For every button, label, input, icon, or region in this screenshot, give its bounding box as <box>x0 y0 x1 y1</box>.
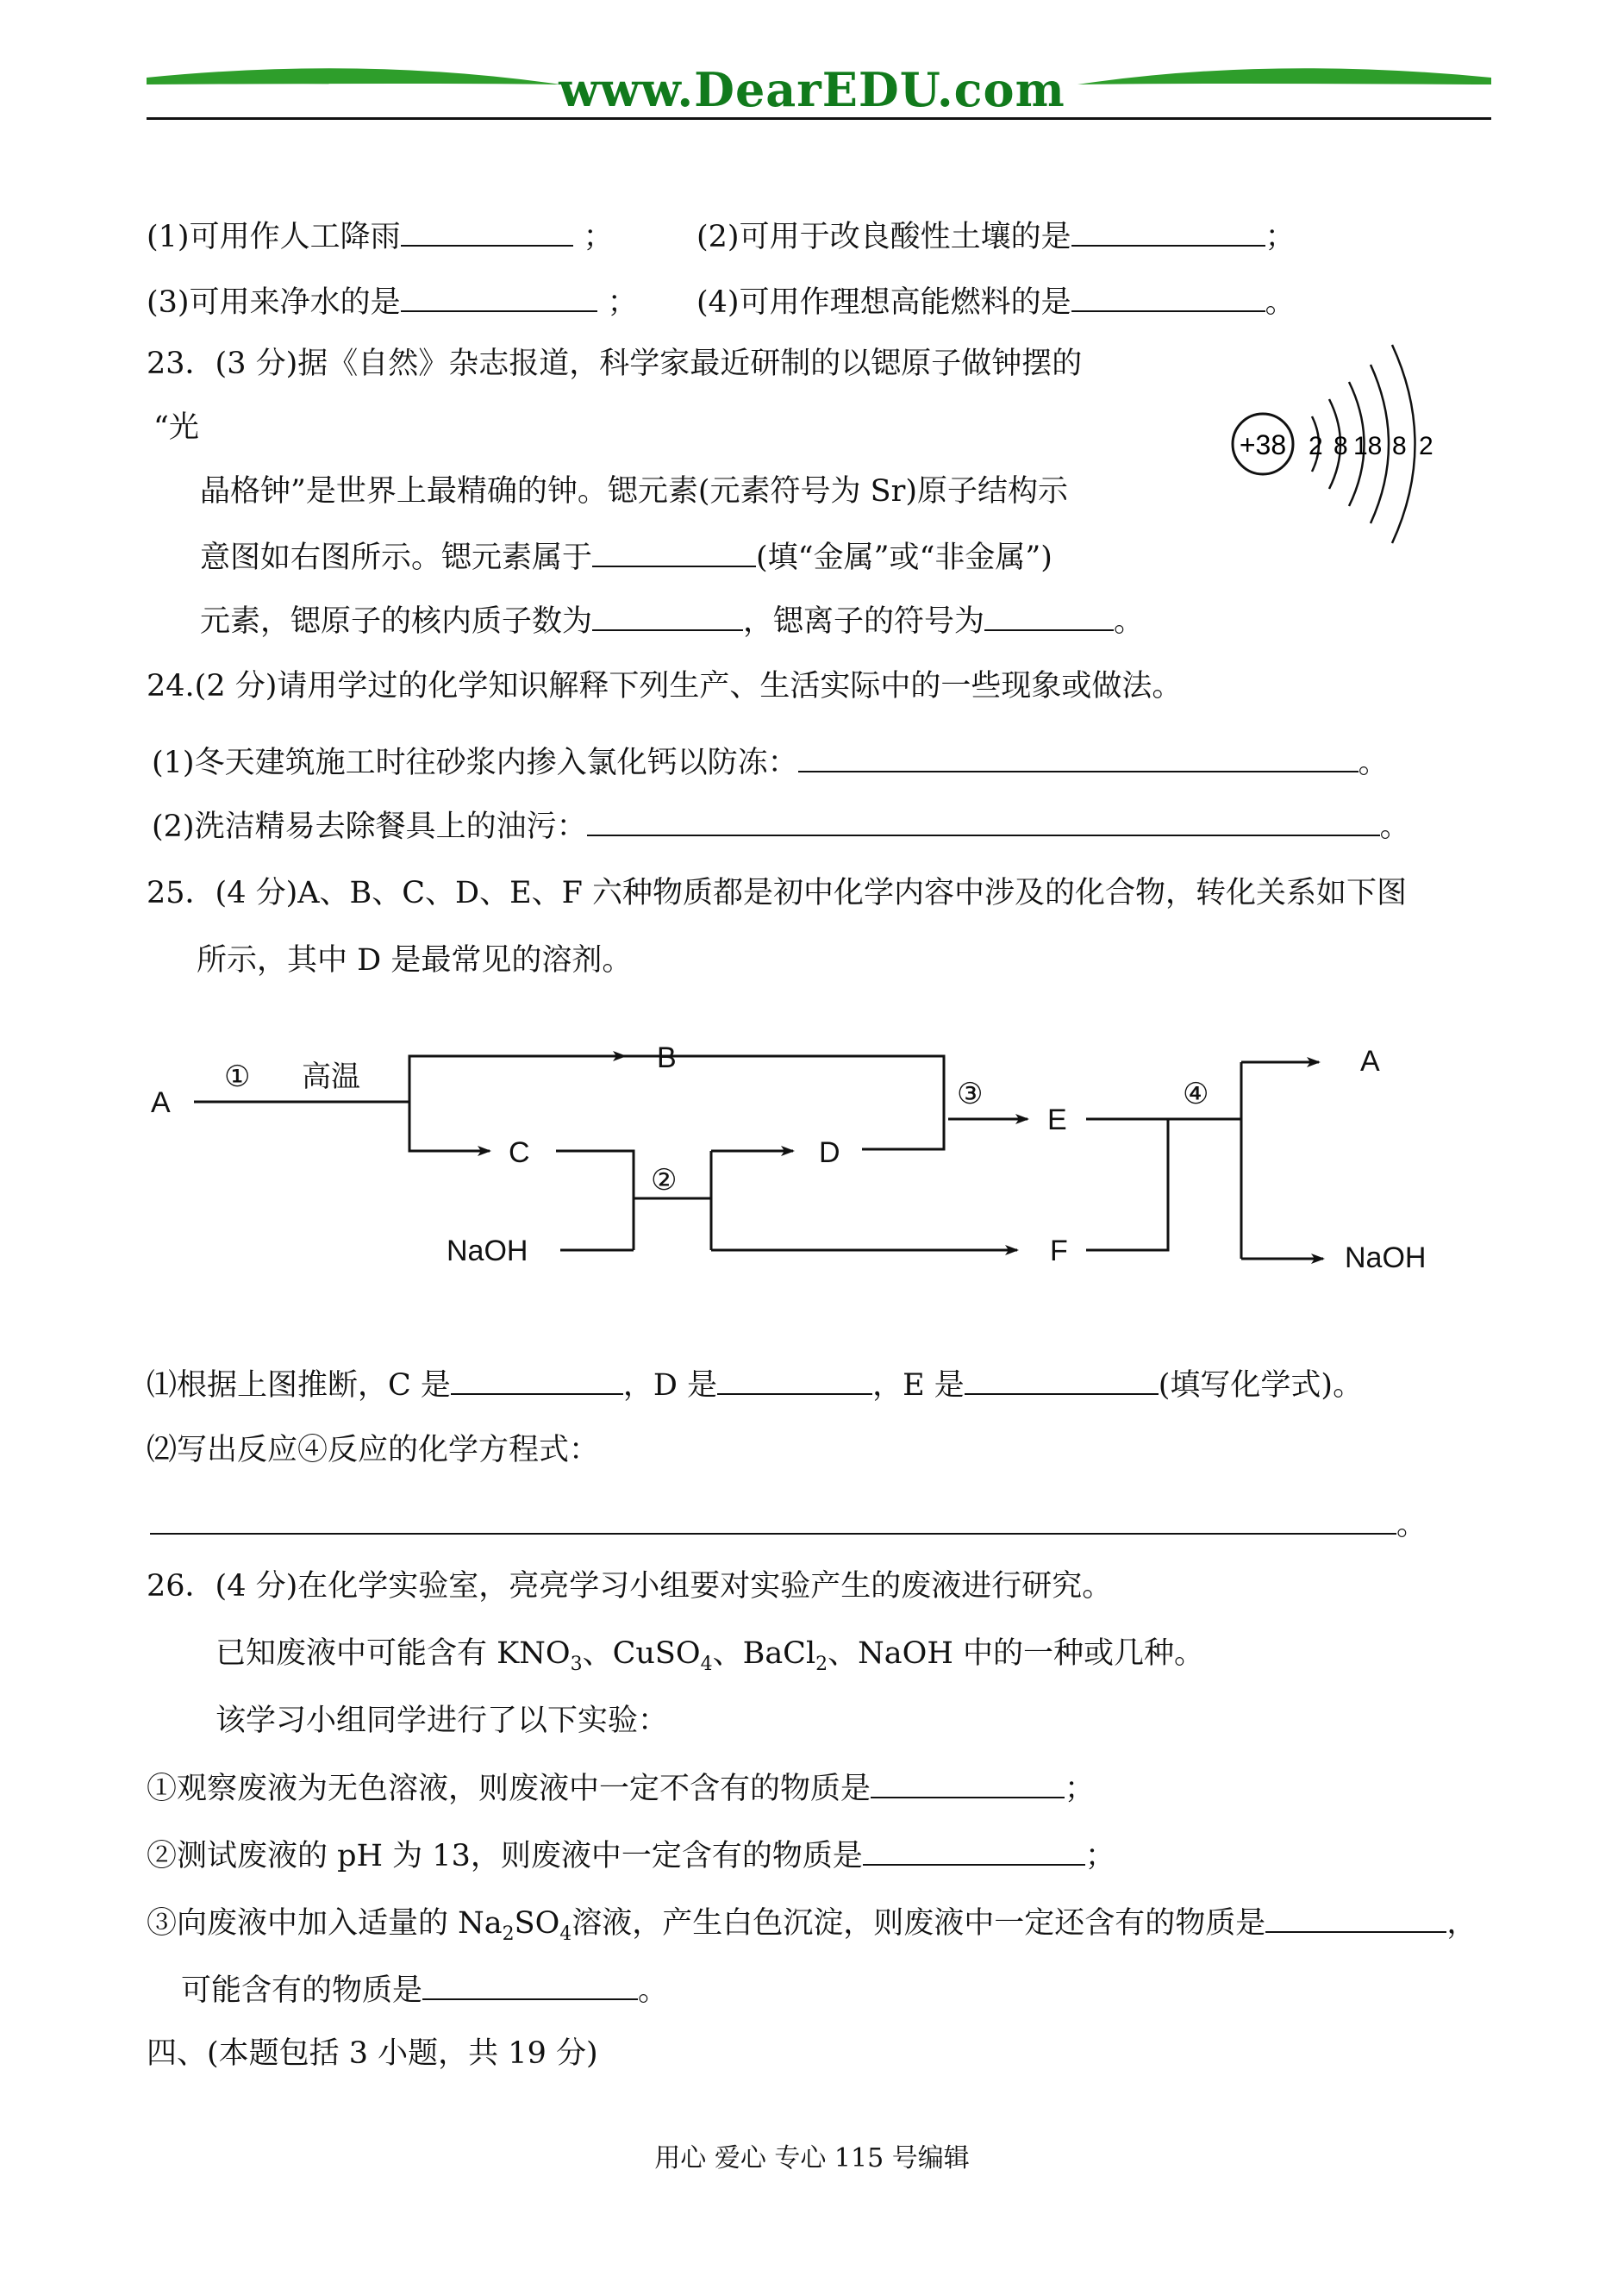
answer-blank[interactable] <box>871 1767 1065 1798</box>
q26-step2: ②测试废液的 pH 为 13，则废液中一定含有的物质是 ； <box>147 1835 1115 1875</box>
q25-part1: ⑴根据上图推断，C 是 ，D 是 ，E 是 (填写化学式)。 <box>147 1364 1363 1404</box>
q23-line3: 晶格钟”是世界上最精确的钟。锶元素(元素符号为 Sr)原子结构示 <box>200 474 1069 509</box>
q23-line2: “光 <box>153 410 199 445</box>
shell-count: 2 <box>1309 432 1323 460</box>
node-NaOH-product: NaOH <box>1345 1241 1427 1274</box>
q22-part3: (3)可用来净水的是 ； <box>147 281 638 322</box>
nucleus-charge: +38 <box>1239 429 1287 460</box>
answer-blank[interactable] <box>1071 216 1265 247</box>
q23-line4: 意图如右图所示。锶元素属于 (填“金属”或“非金属”) <box>200 536 1052 577</box>
step-4-label: ④ <box>1183 1078 1209 1110</box>
node-D: D <box>819 1136 840 1169</box>
reaction-flow-diagram <box>129 1017 1474 1302</box>
q23-line1: 23．(3 分)据《自然》杂志报道，科学家最近研制的以锶原子做钟摆的 <box>147 347 1083 381</box>
node-F: F <box>1050 1235 1068 1267</box>
answer-blank[interactable] <box>863 1835 1085 1866</box>
page-footer: 用心 爱心 专心 115 号编辑 <box>654 2143 970 2173</box>
q26-line1: 26．(4 分)在化学实验室，亮亮学习小组要对实验产生的废液进行研究。 <box>147 1569 1113 1604</box>
shell-count: 2 <box>1419 432 1433 460</box>
answer-blank[interactable] <box>451 1364 623 1395</box>
line-B-to-junction3 <box>578 1056 944 1149</box>
q25-line1: 25．(4 分)A、B、C、D、E、F 六种物质都是初中化学内容中涉及的化合物，转化关系如下图 <box>147 876 1408 910</box>
answer-blank[interactable] <box>1265 1902 1446 1933</box>
answer-blank[interactable] <box>798 741 1359 772</box>
shell-count: 8 <box>1392 432 1407 460</box>
node-B: B <box>657 1041 677 1074</box>
answer-blank[interactable] <box>592 600 743 631</box>
node-A-product: A <box>1360 1045 1380 1078</box>
q26-step3-cont: 可能含有的物质是 。 <box>181 1969 668 2010</box>
answer-blank[interactable] <box>592 536 756 567</box>
arrow-A-to-C <box>409 1102 490 1151</box>
q26-step3: ③向废液中加入适量的 $Na_2SO_4$溶液，产生白色沉淀，则废液中一定还含有的物质是 ， <box>147 1902 1477 1954</box>
q25-part2-answer: 。 <box>150 1504 1427 1544</box>
answer-blank[interactable] <box>401 281 597 312</box>
answer-blank[interactable] <box>965 1364 1159 1395</box>
answer-blank[interactable] <box>717 1364 872 1395</box>
header-rule <box>147 117 1491 120</box>
answer-blank[interactable] <box>150 1504 1396 1535</box>
answer-blank[interactable] <box>1071 281 1265 312</box>
section-4-heading: 四、(本题包括 3 小题，共 19 分) <box>147 2036 598 2071</box>
node-NaOH-reactant: NaOH <box>447 1235 528 1267</box>
step-3-label: ③ <box>957 1078 984 1110</box>
q23-line5: 元素，锶原子的核内质子数为 ，锶离子的符号为 。 <box>200 600 1144 641</box>
q22-part4: (4)可用作理想高能燃料的是 。 <box>696 281 1296 322</box>
shell-count: 8 <box>1334 432 1348 460</box>
line-EF-to-junction4 <box>1086 1119 1168 1250</box>
node-C: C <box>509 1136 530 1169</box>
q24-part1: (1)冬天建筑施工时往砂浆内掺入氯化钙以防冻： 。 <box>152 741 1389 782</box>
answer-blank[interactable] <box>984 600 1114 631</box>
q26-step1: ①观察废液为无色溶液，则废液中一定不含有的物质是 ； <box>147 1767 1095 1808</box>
node-E: E <box>1047 1104 1067 1136</box>
answer-blank[interactable] <box>422 1969 638 2000</box>
arrow-A-to-B <box>194 1056 625 1102</box>
q25-line2: 所示，其中 D 是最常见的溶剂。 <box>197 943 633 978</box>
line-C-to-junction2 <box>556 1151 634 1250</box>
q25-part2: ⑵写出反应④反应的化学方程式： <box>147 1433 600 1467</box>
answer-blank[interactable] <box>587 805 1380 836</box>
node-A: A <box>151 1086 171 1119</box>
shell-count: 18 <box>1353 432 1383 460</box>
answer-blank[interactable] <box>401 216 573 247</box>
strontium-atom-diagram <box>1215 332 1457 556</box>
q26-line3: 该学习小组同学进行了以下实验： <box>215 1704 669 1738</box>
q22-part1: (1)可用作人工降雨 ； <box>147 216 614 256</box>
q24-line1: 24.(2 分)请用学过的化学知识解释下列生产、生活实际中的一些现象或做法。 <box>147 669 1183 704</box>
step-1-label: ① <box>224 1060 251 1093</box>
q26-line2: 已知废液中可能含有 $KNO_3$、CuSO$_4$、BaCl$_2$、NaOH 中的一种或几种。 <box>215 1636 1204 1675</box>
step-2-label: ② <box>651 1164 678 1197</box>
q24-part2: (2)洗洁精易去除餐具上的油污： 。 <box>152 805 1410 846</box>
site-logo: www.DearEDU.com <box>559 62 1065 117</box>
q22-part2: (2)可用于改良酸性土壤的是 ； <box>696 216 1296 256</box>
condition-high-temp: 高温 <box>302 1060 360 1093</box>
